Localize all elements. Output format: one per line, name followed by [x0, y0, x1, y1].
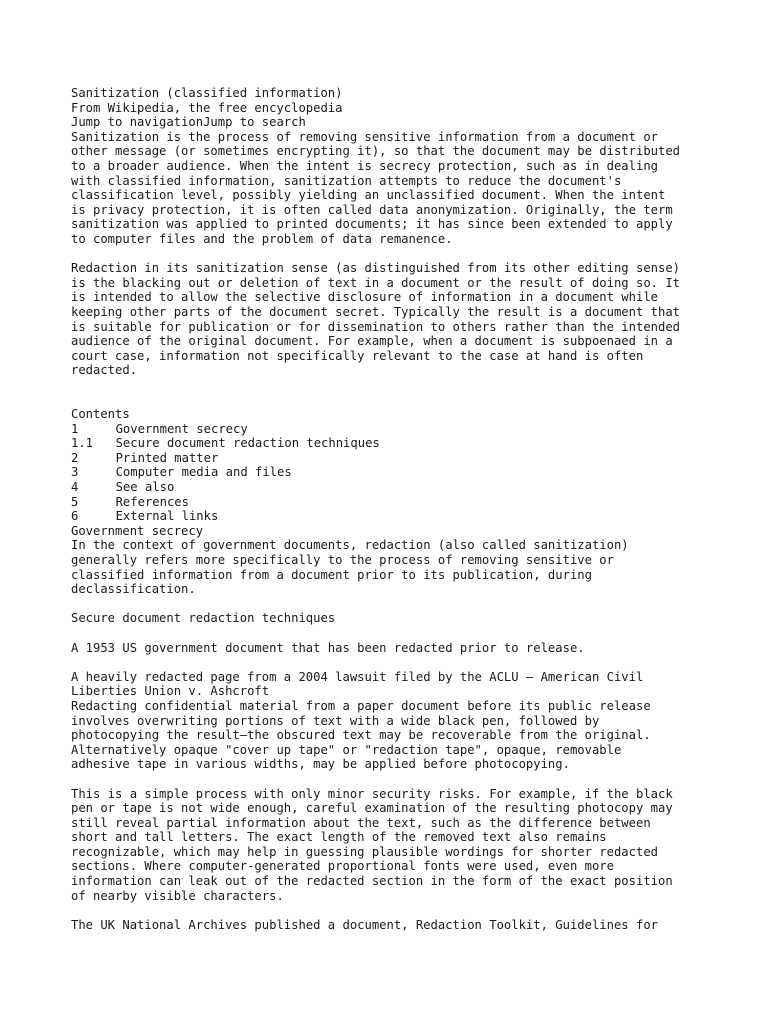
toc-item-external-links[interactable] [71, 509, 711, 524]
section-heading-secure-redaction: Secure document redaction techniques [71, 611, 336, 626]
toc-label: Printed matter [115, 450, 219, 465]
toc-number: 4 [71, 480, 79, 495]
toc-label: See also [115, 480, 175, 495]
toc-label: References [115, 494, 189, 509]
toc-label: Government secrecy [115, 421, 248, 436]
toc-item-secure-redaction[interactable] [71, 436, 711, 451]
toc-label: External links [115, 509, 219, 524]
article-source: From Wikipedia, the free encyclopedia [71, 100, 343, 115]
intro-paragraph-1: Sanitization is the process of removing sensitive information from a document or other message (or sometimes encrypting it), so that the document may be distributed to a broader audience. When the intent is secrecy protection, such as in dealing with classified information, sanitization attempts to reduce the document's classification level, possibly yielding an unclassified document. When the intent is privacy protection, it is often called data anonymization. Originally, the term sanitization was applied to printed documents; it has since been extended to apply to computer files and the problem of data remanence. [71, 129, 681, 246]
toc-item-government-secrecy[interactable] [71, 422, 711, 437]
toc-item-printed-matter[interactable] [71, 451, 711, 466]
image-caption-1953: A 1953 US government document that has been redacted prior to release. [71, 640, 585, 655]
toc-item-see-also[interactable] [71, 480, 711, 495]
redaction-paragraph-2: This is a simple process with only minor security risks. For example, if the black pen or tape is not wide enough, careful examination of the resulting photocopy may still reveal partial information about the text, such as the difference between short and tall letters. The exact length of the removed text also remains recognizable, which may help in guessing plausible wordings for shorter redacted sections. Where computer-generated proportional fonts were used, even more information can leak out of the redacted section in the form of the exact position of nearby visible characters. [71, 786, 673, 903]
toc-number: 1 [71, 421, 79, 436]
table-of-contents [71, 407, 711, 524]
toc-number: 5 [71, 494, 79, 509]
toc-item-references[interactable] [71, 495, 711, 510]
article-title: Sanitization (classified information) [71, 86, 343, 100]
toc-number: 6 [71, 509, 79, 524]
toc-number: 1.1 [71, 436, 94, 451]
document-page [71, 86, 711, 932]
toc-label: Computer media and files [115, 465, 292, 480]
toc-label: Secure document redaction techniques [115, 436, 380, 451]
contents-heading: Contents [71, 407, 130, 422]
section-heading-government-secrecy: Government secrecy [71, 523, 204, 538]
toc-item-computer-media[interactable] [71, 465, 711, 480]
image-caption-aclu: A heavily redacted page from a 2004 lawsuit filed by the ACLU — American Civil Liberties Union v. Ashcroft [71, 669, 644, 699]
intro-paragraph-2: Redaction in its sanitization sense (as distinguished from its other editing sense) is the blacking out or deletion of text in a document or the result of doing so. It is intended to allow the selective disclosure of information in a document while keeping other parts of the document secret. Typically the result is a document that is suitable for publication or for dissemination to others rather than the intended audience of the original document. For example, when a document is subpoenaed in a court case, information not specifically relevant to the case at hand is often redacted. [71, 261, 681, 378]
government-secrecy-paragraph: In the context of government documents, redaction (also called sanitization) generally refers more specifically to the process of removing sensitive or classified information from a document prior to its publication, during declassification. [71, 538, 629, 597]
toc-number: 2 [71, 450, 79, 465]
toc-number: 3 [71, 465, 79, 480]
jump-links[interactable]: Jump to navigationJump to search [71, 115, 306, 130]
redaction-paragraph-3: The UK National Archives published a document, Redaction Toolkit, Guidelines for [71, 917, 658, 932]
redaction-paragraph-1: Redacting confidential material from a paper document before its public release involves overwriting portions of text with a wide black pen, followed by photocopying the result—the obscured text may be recoverable from the original. Alternatively opaque "cover up tape" or "redaction tape", opaque, removable adhesive tape in various widths, may be applied before photocopying. [71, 698, 651, 772]
